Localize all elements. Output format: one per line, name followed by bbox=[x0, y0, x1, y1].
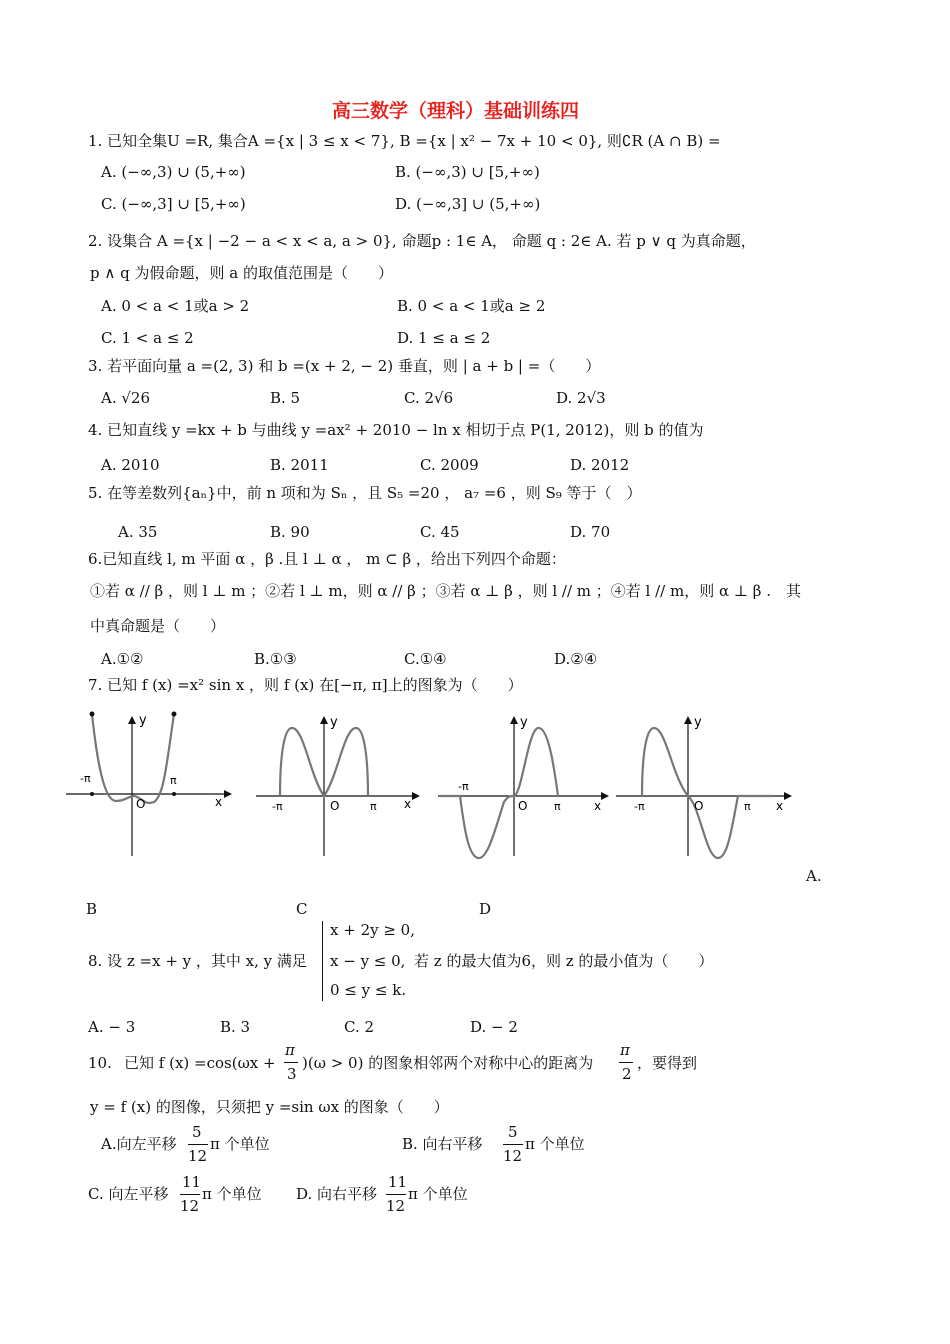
q3-stem: 3. 若平面向量 a =(2, 3) 和 b =(x + 2, − 2) 垂直，则 | a + b | =（ ） bbox=[88, 357, 601, 375]
q8-prefix: 8. 设 z =x + y ，其中 x, y 满足 bbox=[88, 952, 307, 970]
q5-option-d: D. 70 bbox=[570, 523, 611, 541]
q7-label-d: D bbox=[479, 900, 492, 918]
q10-option-d-label: D. 向右平移 bbox=[296, 1185, 378, 1203]
graph-d-pi: π bbox=[744, 800, 751, 813]
q1-option-b: B. (−∞,3) ∪ [5,+∞) bbox=[395, 163, 540, 181]
q10-frac1-num: π bbox=[285, 1041, 295, 1059]
q10-option-b-den: 12 bbox=[503, 1147, 523, 1165]
q8-option-b: B. 3 bbox=[220, 1018, 251, 1036]
graph-c-y-label: y bbox=[520, 715, 528, 730]
q4-option-a: A. 2010 bbox=[101, 456, 160, 474]
q6-stem-line2: ①若 α // β ，则 l ⊥ m ；②若 l ⊥ m，则 α // β ；③若 α ⊥ β ，则 l // m ；④若 l // m，则 α ⊥ β . 其 bbox=[90, 582, 801, 600]
q10-option-d-num: 11 bbox=[388, 1173, 408, 1191]
q10-number: 10. bbox=[88, 1054, 112, 1072]
q8-option-a: A. − 3 bbox=[88, 1018, 136, 1036]
q5-option-a: A. 35 bbox=[118, 523, 158, 541]
graph-c-x-label: x bbox=[594, 799, 602, 813]
q4-stem: 4. 已知直线 y =kx + b 与曲线 y =ax² + 2010 − ln x 相切于点 P(1, 2012)，则 b 的值为 bbox=[88, 421, 704, 439]
q2-option-a: A. 0 < a < 1或a > 2 bbox=[101, 297, 250, 315]
q10-stem-part1: 已知 f (x) =cos(ωx + bbox=[124, 1054, 276, 1072]
graph-b-pi: π bbox=[370, 800, 377, 813]
q3-option-d: D. 2√3 bbox=[556, 389, 606, 407]
q10-option-a-label: A.向左平移 bbox=[101, 1135, 177, 1153]
q8-option-c: C. 2 bbox=[344, 1018, 375, 1036]
q6-option-d: D.②④ bbox=[554, 650, 598, 668]
q10-option-c-suffix: π 个单位 bbox=[202, 1185, 262, 1203]
q10-option-b-num: 5 bbox=[508, 1123, 518, 1141]
q6-stem-line3: 中真命题是（ ） bbox=[90, 617, 226, 635]
q8-constraint-3: 0 ≤ y ≤ k. bbox=[330, 981, 407, 999]
q10-stem-line2: y = f (x) 的图像，只须把 y =sin ωx 的图象（ ） bbox=[90, 1098, 449, 1116]
q10-frac2-den: 2 bbox=[622, 1065, 632, 1083]
q3-option-b: B. 5 bbox=[270, 389, 301, 407]
graph-a-y-label: y bbox=[139, 713, 147, 728]
q4-option-b: B. 2011 bbox=[270, 456, 329, 474]
q10-option-b-label: B. 向右平移 bbox=[402, 1135, 483, 1153]
graph-option-c bbox=[436, 706, 611, 864]
q10-option-d-den: 12 bbox=[386, 1197, 406, 1215]
page-title: 高三数学（理科）基础训练四 bbox=[332, 100, 580, 122]
graph-c-neg-pi: -π bbox=[458, 780, 469, 793]
graph-d-origin: O bbox=[694, 799, 704, 813]
q7-label-a: A. bbox=[806, 867, 822, 885]
graph-option-d bbox=[614, 706, 794, 864]
graph-b-x-label: x bbox=[404, 797, 412, 811]
q6-option-c: C.①④ bbox=[404, 650, 447, 668]
graph-b-y-label: y bbox=[330, 715, 338, 730]
q10-option-c-den: 12 bbox=[180, 1197, 200, 1215]
q10-stem-part2: )(ω > 0) 的图象相邻两个对称中心的距离为 bbox=[302, 1054, 594, 1072]
graph-c-pi: π bbox=[554, 800, 561, 813]
graph-c-origin: O bbox=[518, 799, 528, 813]
q10-option-d-suffix: π 个单位 bbox=[408, 1185, 468, 1203]
graph-d-neg-pi: -π bbox=[634, 800, 645, 813]
q10-option-c-label: C. 向左平移 bbox=[88, 1185, 169, 1203]
graph-b-origin: O bbox=[330, 799, 340, 813]
graph-option-b bbox=[252, 706, 422, 864]
graph-b-neg-pi: -π bbox=[272, 800, 283, 813]
q10-option-a-num: 5 bbox=[192, 1123, 202, 1141]
q7-stem: 7. 已知 f (x) =x² sin x ，则 f (x) 在[−π, π]上的图象为（ ） bbox=[88, 676, 523, 694]
q8-suffix: 若 z 的最大值为6，则 z 的最小值为（ ） bbox=[414, 952, 714, 970]
q8-constraint-1: x + 2y ≥ 0, bbox=[330, 921, 415, 939]
q10-frac2-bar bbox=[619, 1062, 633, 1063]
graph-d-x-label: x bbox=[776, 799, 784, 813]
q1-option-a: A. (−∞,3) ∪ (5,+∞) bbox=[101, 163, 246, 181]
q8-brace bbox=[322, 921, 323, 1001]
q3-option-a: A. √26 bbox=[101, 389, 151, 407]
q1-option-d: D. (−∞,3] ∪ (5,+∞) bbox=[395, 195, 541, 213]
q10-option-d-bar bbox=[386, 1194, 406, 1195]
q2-stem-line1: 2. 设集合 A ={x | −2 − a < x < a, a > 0}, 命题p : 1∈ A， 命题 q : 2∈ A. 若 p ∨ q 为真命题， bbox=[88, 232, 756, 250]
graph-option-a bbox=[64, 706, 234, 864]
q7-label-b: B bbox=[86, 900, 98, 918]
q8-option-d: D. − 2 bbox=[470, 1018, 518, 1036]
q4-option-d: D. 2012 bbox=[570, 456, 630, 474]
q5-option-b: B. 90 bbox=[270, 523, 310, 541]
q10-frac2-num: π bbox=[620, 1041, 630, 1059]
q5-option-c: C. 45 bbox=[420, 523, 460, 541]
q7-label-c: C bbox=[296, 900, 308, 918]
q2-option-b: B. 0 < a < 1或a ≥ 2 bbox=[397, 297, 546, 315]
q1-option-c: C. (−∞,3] ∪ [5,+∞) bbox=[101, 195, 246, 213]
q5-stem: 5. 在等差数列{aₙ}中，前 n 项和为 Sₙ ，且 S₅ =20 ， a₇ =6 ，则 S₉ 等于（ ） bbox=[88, 484, 642, 502]
q2-option-d: D. 1 ≤ a ≤ 2 bbox=[397, 329, 491, 347]
q10-option-c-bar bbox=[180, 1194, 200, 1195]
graph-a-pi: π bbox=[170, 774, 177, 787]
q10-option-a-suffix: π 个单位 bbox=[210, 1135, 270, 1153]
q10-frac1-bar bbox=[284, 1062, 298, 1063]
q10-option-b-suffix: π 个单位 bbox=[525, 1135, 585, 1153]
q10-stem-part3: ，要得到 bbox=[637, 1054, 698, 1072]
q6-stem-line1: 6.已知直线 l, m 平面 α ，β .且 l ⊥ α ， m ⊂ β ，给出下列四个命题： bbox=[88, 550, 566, 568]
q2-stem-line2: p ∧ q 为假命题，则 a 的取值范围是（ ） bbox=[90, 264, 393, 282]
q8-constraint-2: x − y ≤ 0, bbox=[330, 952, 406, 970]
q10-frac1-den: 3 bbox=[287, 1065, 297, 1083]
q10-option-c-num: 11 bbox=[182, 1173, 202, 1191]
q4-option-c: C. 2009 bbox=[420, 456, 479, 474]
graph-a-x-label: x bbox=[215, 795, 223, 809]
q6-option-b: B.①③ bbox=[254, 650, 297, 668]
q10-option-b-bar bbox=[503, 1144, 523, 1145]
q3-option-c: C. 2√6 bbox=[404, 389, 454, 407]
q10-option-a-den: 12 bbox=[188, 1147, 208, 1165]
graph-a-origin: O bbox=[136, 797, 146, 811]
q10-option-a-bar bbox=[188, 1144, 208, 1145]
q6-option-a: A.①② bbox=[101, 650, 144, 668]
graph-a-neg-pi: -π bbox=[80, 772, 91, 785]
q2-option-c: C. 1 < a ≤ 2 bbox=[101, 329, 194, 347]
q1-stem: 1. 已知全集U =R, 集合A ={x | 3 ≤ x < 7}, B ={x | x² − 7x + 10 < 0}, 则∁R (A ∩ B) = bbox=[88, 132, 721, 150]
graph-d-y-label: y bbox=[694, 715, 702, 730]
